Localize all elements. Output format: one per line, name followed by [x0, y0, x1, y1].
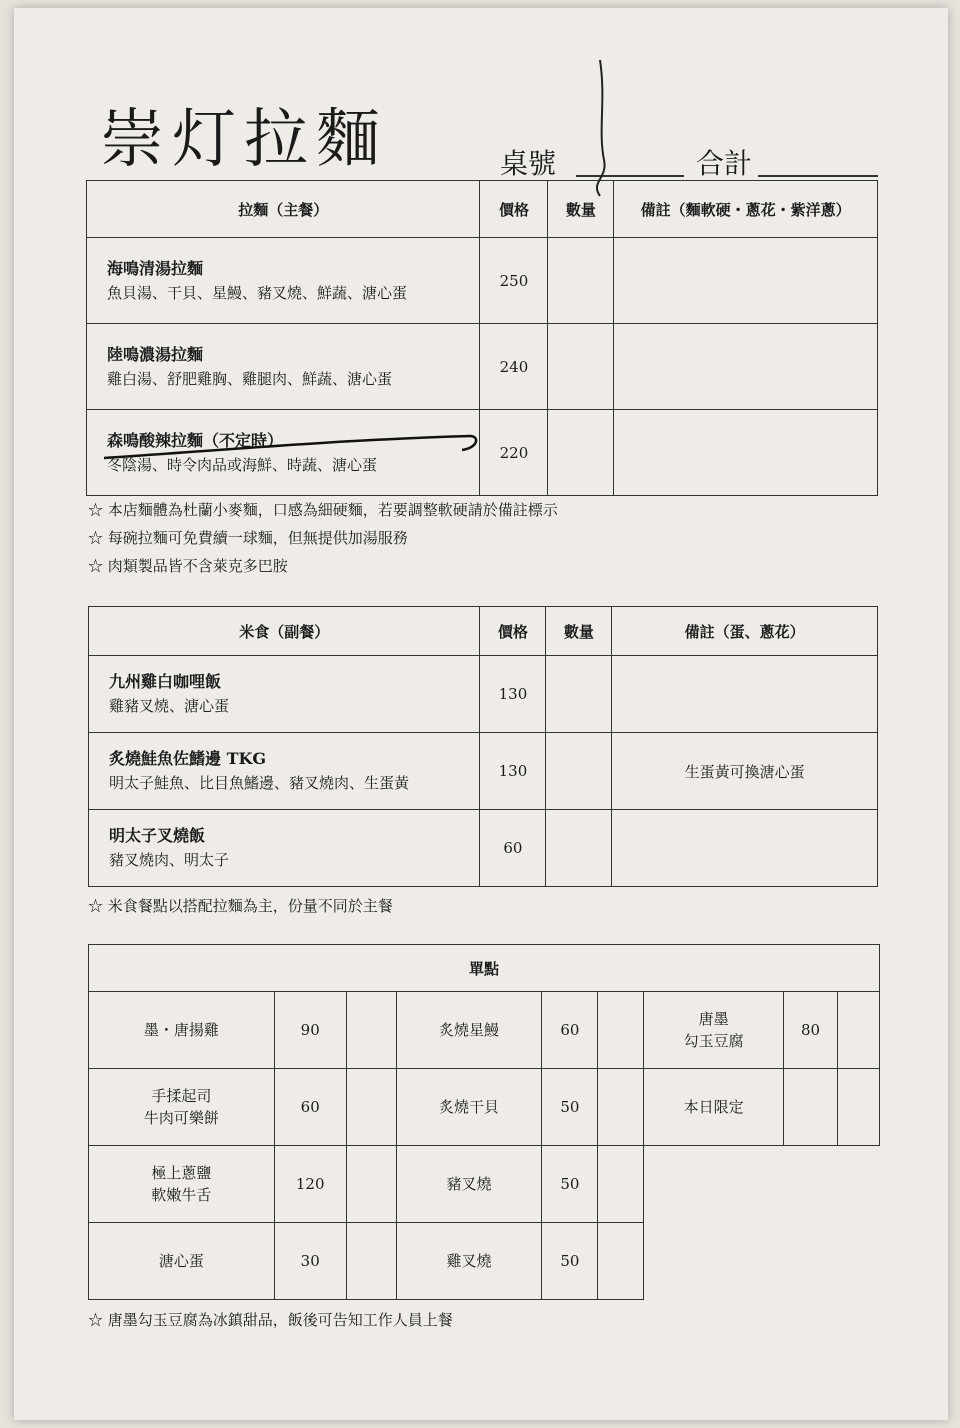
- snack-price: 30: [274, 1223, 346, 1300]
- snack-price: 50: [542, 1146, 598, 1223]
- item-description: 魚貝湯、干貝、星鰻、豬叉燒、鮮蔬、溏心蛋: [107, 283, 408, 302]
- item-price: 130: [480, 656, 546, 733]
- item-cell: [87, 410, 480, 496]
- table-row: [89, 1146, 880, 1223]
- table-row: [89, 810, 878, 887]
- note-line: ☆ 肉類製品皆不含萊克多巴胺: [88, 557, 288, 575]
- item-name: 炙燒鮭魚佐鰭邊 TKG: [109, 749, 267, 768]
- snack-name: 極上蔥鹽 軟嫩牛舌: [89, 1146, 275, 1223]
- page-title: 崇灯拉麵: [100, 103, 388, 177]
- quantity-cell[interactable]: [837, 992, 879, 1069]
- total-field[interactable]: [758, 175, 878, 177]
- snack-price: 120: [274, 1146, 346, 1223]
- column-header: 單點: [89, 945, 880, 992]
- table-row: [89, 656, 878, 733]
- quantity-cell[interactable]: [346, 1069, 396, 1146]
- snack-price: 50: [542, 1223, 598, 1300]
- snack-name: 豬叉燒: [396, 1146, 542, 1223]
- table-number-field[interactable]: [576, 175, 684, 177]
- table-row: [87, 238, 878, 324]
- snack-name: 雞叉燒: [396, 1223, 542, 1300]
- total-label: 合計: [696, 147, 753, 180]
- quantity-cell[interactable]: [546, 656, 612, 733]
- table-header-row: [89, 945, 880, 992]
- note-line: ☆ 每碗拉麵可免費續一球麵，但無提供加湯服務: [88, 529, 408, 547]
- column-header: 拉麵（主餐）: [87, 181, 480, 238]
- item-description: 雞豬叉燒、溏心蛋: [109, 697, 230, 715]
- quantity-cell[interactable]: [548, 410, 614, 496]
- remark-cell[interactable]: [614, 410, 878, 496]
- snack-name: 墨・唐揚雞: [89, 992, 275, 1069]
- table-row: [89, 1069, 880, 1146]
- table-header-row: [87, 181, 878, 238]
- item-price: 130: [480, 733, 546, 810]
- snack-name: 本日限定: [644, 1069, 784, 1146]
- item-cell: [89, 656, 480, 733]
- item-description: 冬陰湯、時令肉品或海鮮、時蔬、溏心蛋: [107, 455, 378, 474]
- quantity-cell[interactable]: [598, 992, 644, 1069]
- table-row: [87, 324, 878, 410]
- quantity-cell[interactable]: [837, 1069, 879, 1146]
- quantity-cell[interactable]: [546, 810, 612, 887]
- quantity-cell[interactable]: [598, 1069, 644, 1146]
- item-cell: [89, 733, 480, 810]
- empty-area: [644, 1146, 880, 1300]
- column-header: 數量: [548, 181, 614, 238]
- column-header: 價格: [480, 181, 548, 238]
- rice-table: [88, 606, 878, 887]
- item-description: 雞白湯、舒肥雞胸、雞腿肉、鮮蔬、溏心蛋: [107, 369, 393, 388]
- snack-note: ☆ 唐墨勾玉豆腐為冰鎮甜品，飯後可告知工作人員上餐: [88, 1311, 453, 1329]
- quantity-cell[interactable]: [548, 238, 614, 324]
- remark-cell[interactable]: [614, 324, 878, 410]
- quantity-cell[interactable]: [598, 1146, 644, 1223]
- table-row: [89, 992, 880, 1069]
- item-price: 250: [480, 238, 548, 324]
- note-line: ☆ 本店麵體為杜蘭小麥麵，口感為細硬麵，若要調整軟硬請於備註標示: [88, 501, 558, 519]
- item-description: 明太子鮭魚、比目魚鰭邊、豬叉燒肉、生蛋黃: [109, 774, 410, 792]
- snack-price: 90: [274, 992, 346, 1069]
- table-row: [89, 733, 878, 810]
- item-name: 九州雞白咖哩飯: [109, 672, 222, 691]
- snack-price: [784, 1069, 838, 1146]
- quantity-cell[interactable]: [598, 1223, 644, 1300]
- rice-note: ☆ 米食餐點以搭配拉麵為主，份量不同於主餐: [88, 897, 393, 915]
- quantity-cell[interactable]: [546, 733, 612, 810]
- table-row: [87, 410, 878, 496]
- item-cell: [89, 810, 480, 887]
- item-name: 陸鳴濃湯拉麵: [107, 344, 204, 364]
- column-header: 備註（麵軟硬・蔥花・紫洋蔥）: [614, 181, 878, 238]
- snack-table: [88, 944, 880, 1300]
- remark-cell[interactable]: [614, 238, 878, 324]
- item-description: 豬叉燒肉、明太子: [109, 851, 230, 869]
- snack-name: 炙燒星鰻: [396, 992, 542, 1069]
- snack-name: 溏心蛋: [89, 1223, 275, 1300]
- item-price: 60: [480, 810, 546, 887]
- snack-price: 60: [274, 1069, 346, 1146]
- snack-name: 唐墨 勾玉豆腐: [644, 992, 784, 1069]
- quantity-cell[interactable]: [346, 992, 396, 1069]
- snack-name: 手揉起司 牛肉可樂餅: [89, 1069, 275, 1146]
- item-price: 240: [480, 324, 548, 410]
- ramen-table: [86, 180, 878, 496]
- item-name: 明太子叉燒飯: [109, 826, 206, 845]
- table-header-row: [89, 607, 878, 656]
- item-cell: [87, 238, 480, 324]
- item-name: 海鳴清湯拉麵: [107, 258, 204, 278]
- snack-price: 60: [542, 992, 598, 1069]
- item-name: 森鳴酸辣拉麵（不定時）: [107, 430, 284, 450]
- quantity-cell[interactable]: [346, 1223, 396, 1300]
- column-header: 備註（蛋、蔥花）: [612, 607, 878, 656]
- quantity-cell[interactable]: [346, 1146, 396, 1223]
- snack-price: 50: [542, 1069, 598, 1146]
- item-price: 220: [480, 410, 548, 496]
- snack-price: 80: [784, 992, 838, 1069]
- ramen-notes: [88, 496, 558, 580]
- quantity-cell[interactable]: [548, 324, 614, 410]
- remark-cell[interactable]: 生蛋黃可換溏心蛋: [612, 733, 878, 810]
- table-number-label: 桌號: [500, 147, 557, 180]
- column-header: 數量: [546, 607, 612, 656]
- remark-cell[interactable]: [612, 810, 878, 887]
- snack-name: 炙燒干貝: [396, 1069, 542, 1146]
- remark-cell[interactable]: [612, 656, 878, 733]
- column-header: 米食（副餐）: [89, 607, 480, 656]
- column-header: 價格: [480, 607, 546, 656]
- item-cell: [87, 324, 480, 410]
